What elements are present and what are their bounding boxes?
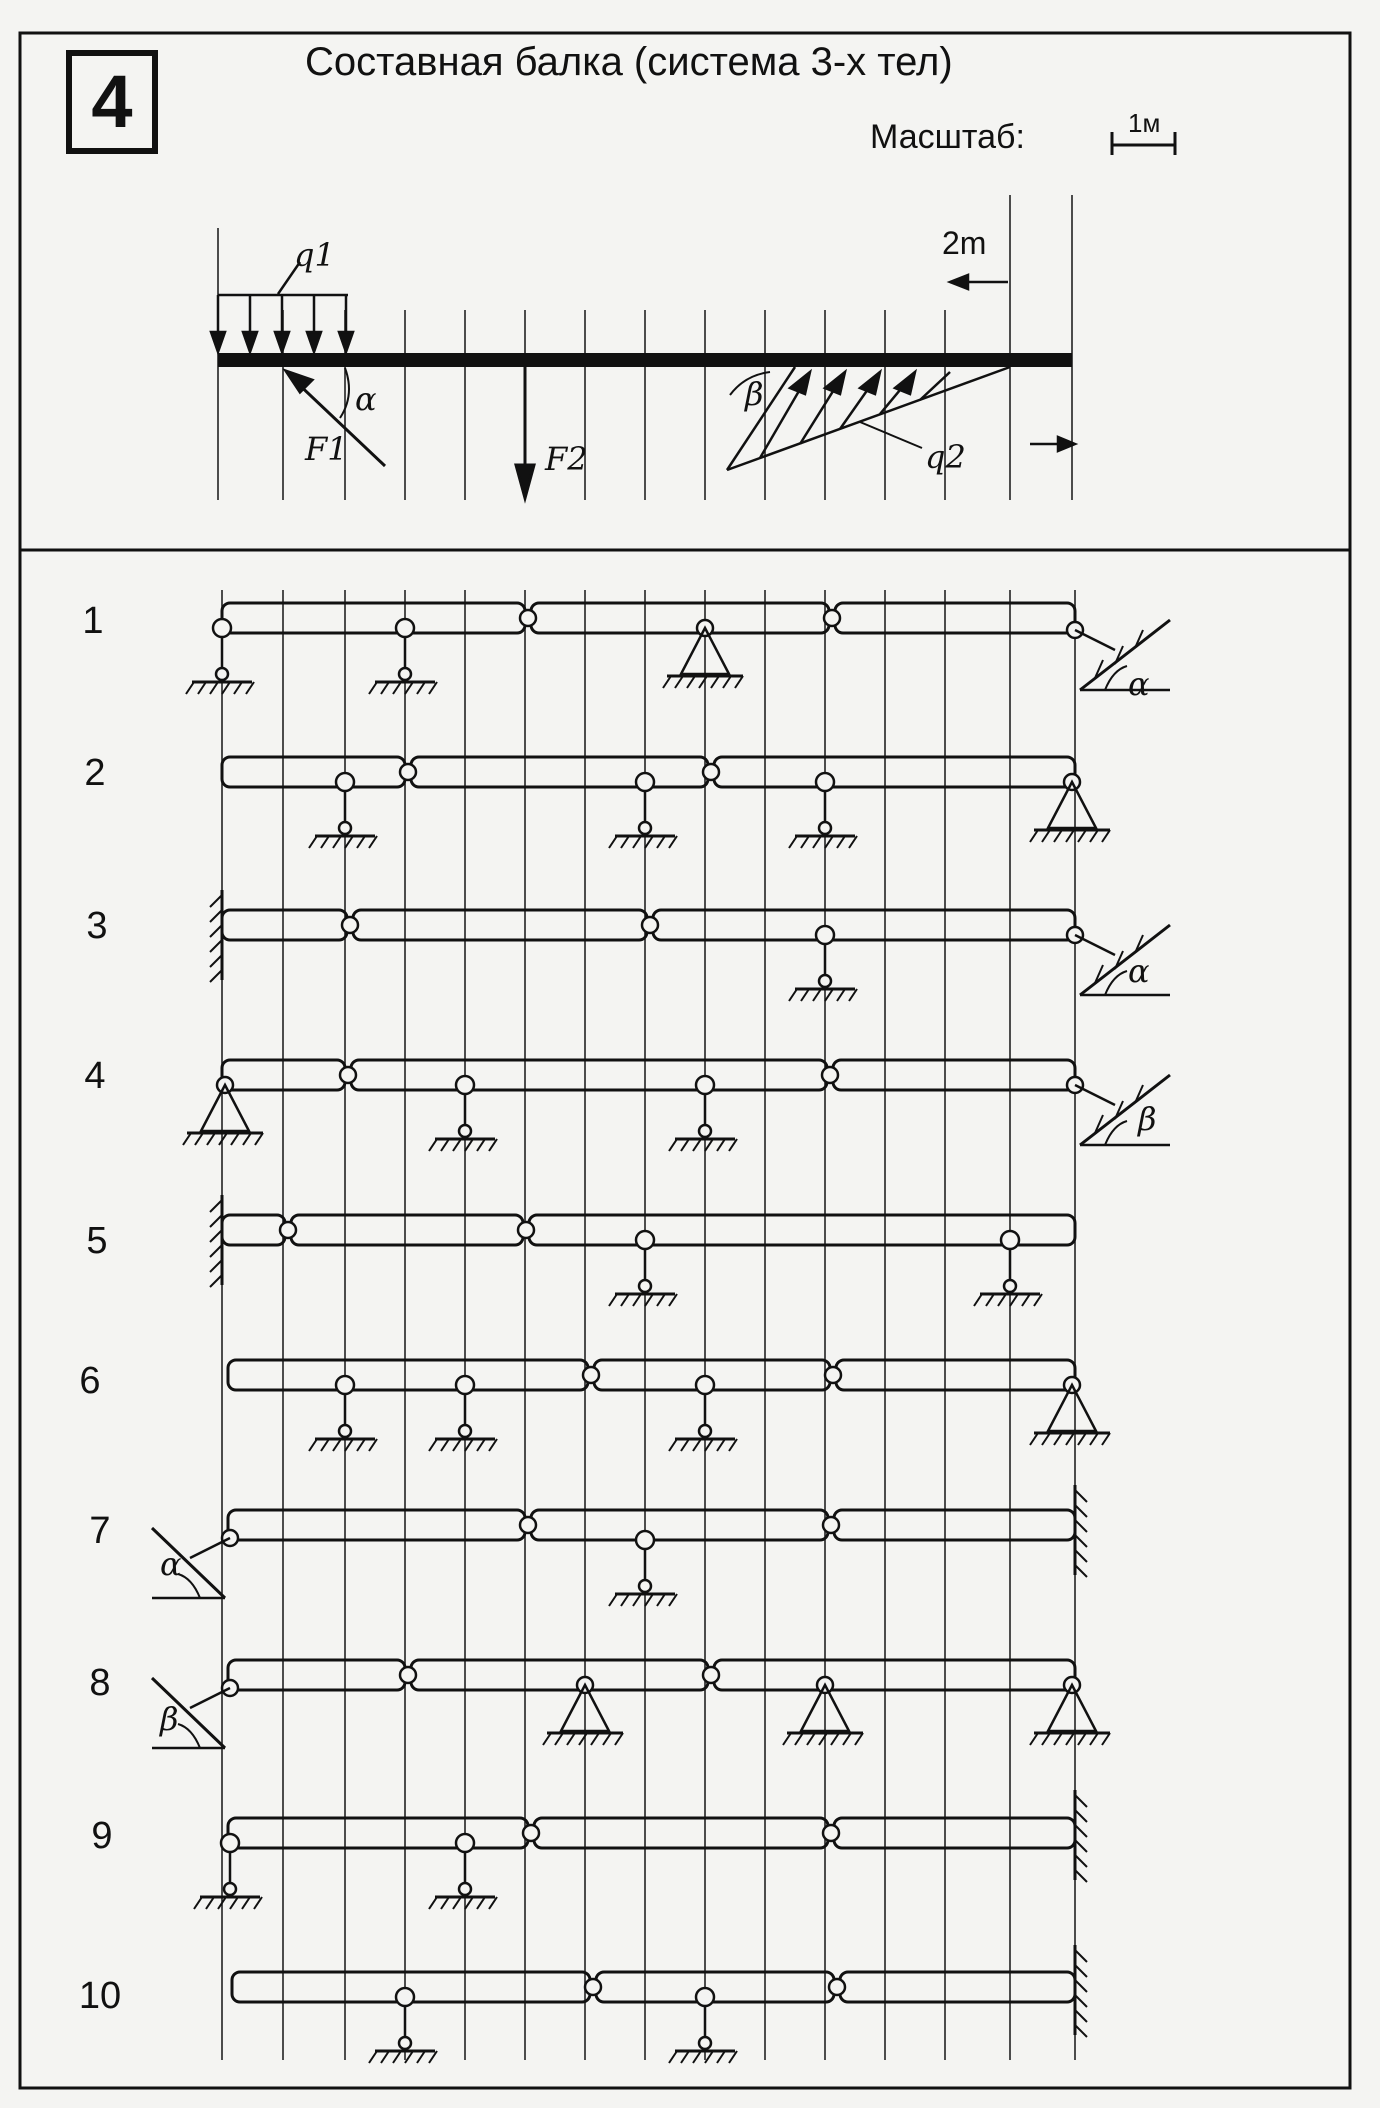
scheme-number: 7 <box>89 1510 111 1552</box>
scheme-number: 5 <box>86 1220 108 1262</box>
page-title: Составная балка (система 3-х тел) <box>305 40 953 84</box>
scheme-3 <box>210 890 1170 1001</box>
scheme-number: 3 <box>86 905 108 947</box>
F1-label: F1 <box>305 430 348 468</box>
q1-distributed-load <box>211 262 353 352</box>
scheme-number: 4 <box>84 1055 106 1097</box>
scheme-number: 2 <box>84 752 106 794</box>
angle-label: α <box>1128 665 1150 703</box>
schemes-grid <box>222 590 1075 2060</box>
scheme-9 <box>194 1790 1087 1909</box>
scheme-number: 9 <box>91 1815 113 1857</box>
angle-label: β <box>160 1700 179 1738</box>
scheme-number: 8 <box>89 1662 111 1704</box>
angle-label: α <box>160 1545 182 1583</box>
angle-label: α <box>1128 952 1150 990</box>
scheme-10 <box>232 1945 1087 2063</box>
q2-distributed-load <box>727 367 1010 470</box>
scale-value: 1м <box>1128 108 1161 138</box>
scheme-number: 1 <box>82 600 104 642</box>
scheme-8 <box>152 1660 1110 1748</box>
scheme-1 <box>186 603 1170 694</box>
dimension-2m <box>950 275 1008 289</box>
scheme-6 <box>228 1360 1110 1451</box>
scheme-7 <box>152 1485 1087 1606</box>
q1-label: q1 <box>294 236 335 274</box>
scheme-number: 6 <box>79 1360 101 1402</box>
beta-label: β <box>745 375 764 413</box>
q2-label: q2 <box>925 438 966 476</box>
scheme-number: 10 <box>78 1975 122 2017</box>
angle-label: β <box>1138 1100 1157 1138</box>
scale-label: Масштаб: <box>870 118 1025 156</box>
alpha-label: α <box>355 380 377 418</box>
dimension-label: 2m <box>942 225 987 261</box>
task-number: 4 <box>66 50 158 154</box>
F2-force <box>516 367 534 498</box>
end-arrow <box>1030 437 1075 451</box>
scheme-4 <box>183 1060 1170 1151</box>
scheme-2 <box>222 757 1110 848</box>
F2-label: F2 <box>545 440 588 478</box>
